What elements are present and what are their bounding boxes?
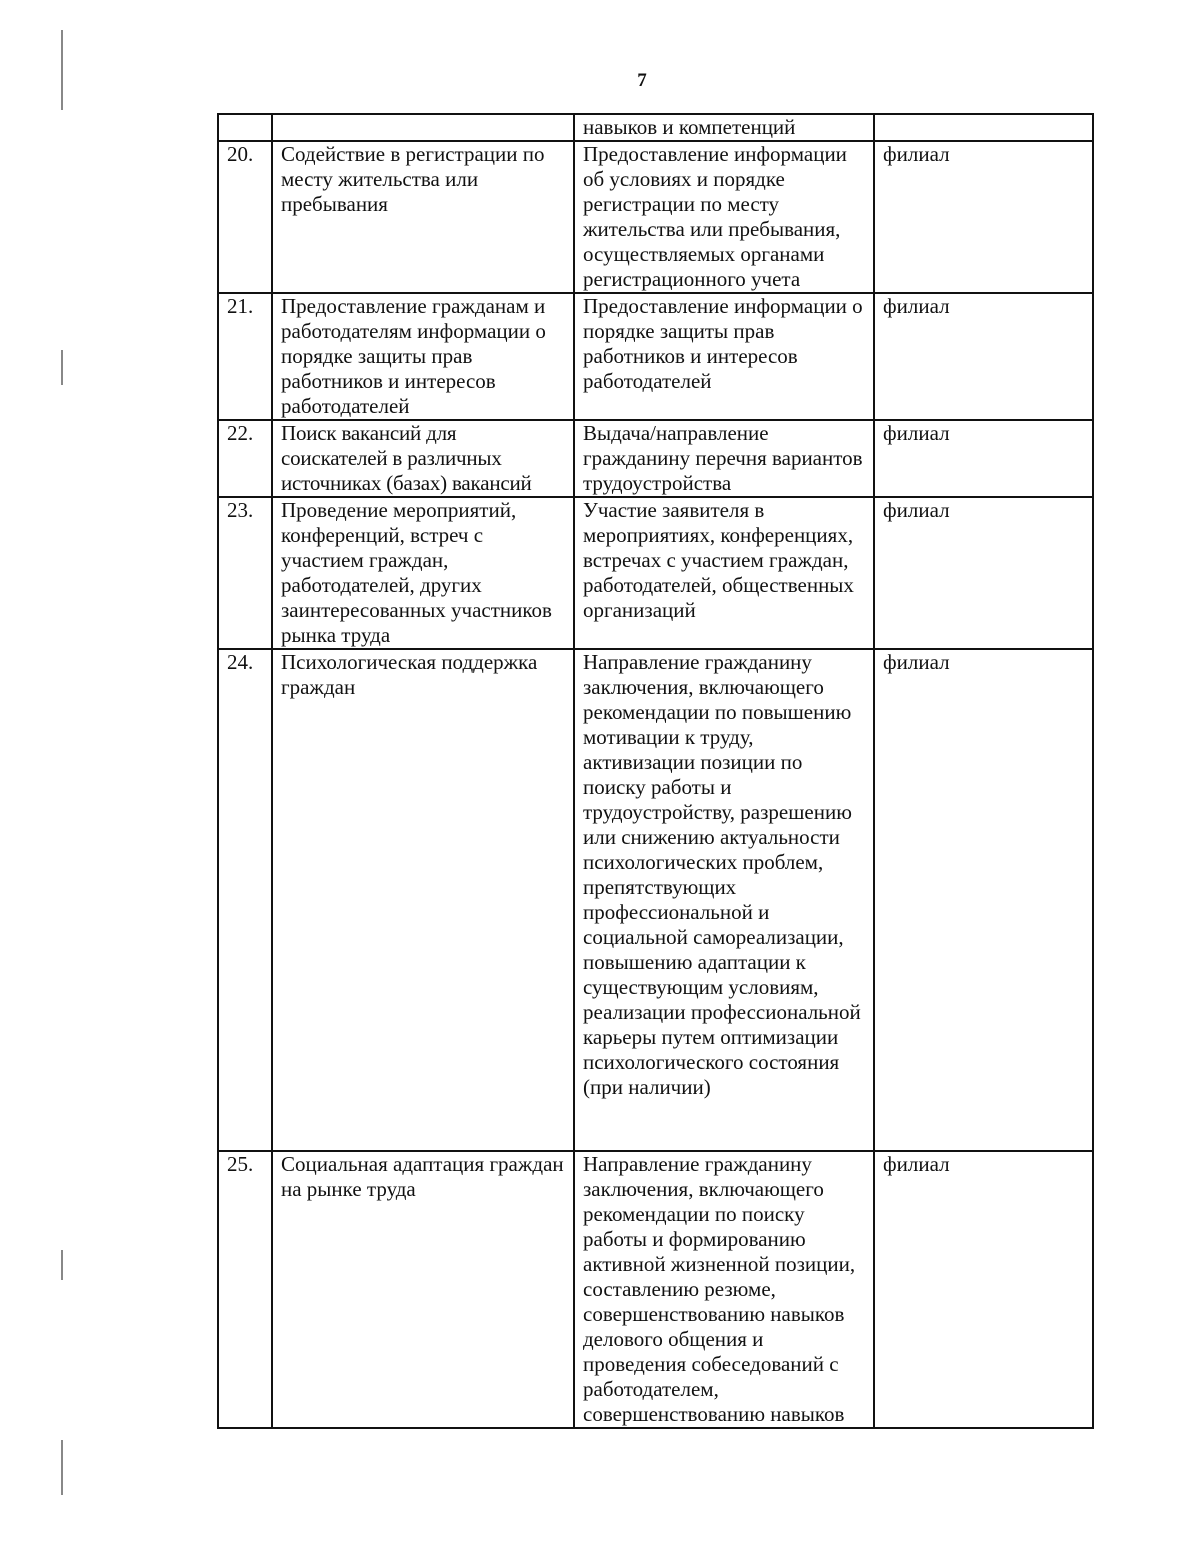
service-result: Выдача/направление гражданину перечня вариантов трудоустройства: [574, 420, 874, 497]
service-name: Психологическая поддержка граждан: [272, 649, 574, 1151]
page-number: 7: [637, 70, 647, 91]
row-number: 24.: [218, 649, 272, 1151]
service-place: филиал: [874, 420, 1093, 497]
table-row: [218, 141, 1093, 293]
row-number: 20.: [218, 141, 272, 293]
service-result: навыков и компетенций: [574, 114, 874, 141]
service-result: Участие заявителя в мероприятиях, конференциях, встречах с участием граждан, работодателей, общественных организаций: [574, 497, 874, 649]
service-result: Направление гражданину заключения, включающего рекомендации по поиску работы и формированию активной жизненной позиции, составлению резюме, совершенствованию навыков делового общения и проведения собеседований с работодателем, совершенствованию навыков: [574, 1151, 874, 1428]
scan-edge-mark: [61, 30, 63, 110]
services-table: [217, 113, 1094, 1429]
service-name: Содействие в регистрации по месту жительства или пребывания: [272, 141, 574, 293]
table-row: [218, 497, 1093, 649]
service-place: филиал: [874, 141, 1093, 293]
service-place: филиал: [874, 293, 1093, 420]
row-number: [218, 114, 272, 141]
scan-edge-mark: [61, 350, 63, 385]
service-name: Проведение мероприятий, конференций, встреч с участием граждан, работодателей, других заинтересованных участников рынка труда: [272, 497, 574, 649]
service-place: [874, 114, 1093, 141]
service-result: Предоставление информации об условиях и порядке регистрации по месту жительства или пребывания, осуществляемых органами регистрационного учета: [574, 141, 874, 293]
scan-edge-mark: [61, 1440, 63, 1495]
table-row: [218, 649, 1093, 1151]
row-number: 22.: [218, 420, 272, 497]
service-place: филиал: [874, 497, 1093, 649]
table-row: [218, 293, 1093, 420]
row-number: 25.: [218, 1151, 272, 1428]
row-number: 21.: [218, 293, 272, 420]
service-name: Поиск вакансий для соискателей в различных источниках (базах) вакансий: [272, 420, 574, 497]
service-name: Предоставление гражданам и работодателям информации о порядке защиты прав работников и интересов работодателей: [272, 293, 574, 420]
service-place: филиал: [874, 1151, 1093, 1428]
service-result: Направление гражданину заключения, включающего рекомендации по повышению мотивации к труду, активизации позиции по поиску работы и трудоустройству, разрешению или снижению актуальности психологических проблем, препятствующих профессиональной и социальной самореализации, повышению адаптации к существующим условиям, реализации профессиональной карьеры путем оптимизации психологического состояния (при наличии): [574, 649, 874, 1151]
service-place: филиал: [874, 649, 1093, 1151]
row-number: 23.: [218, 497, 272, 649]
service-name: [272, 114, 574, 141]
table-row: [218, 1151, 1093, 1428]
service-name: Социальная адаптация граждан на рынке труда: [272, 1151, 574, 1428]
scan-edge-mark: [61, 1250, 63, 1280]
service-result: Предоставление информации о порядке защиты прав работников и интересов работодателей: [574, 293, 874, 420]
table-row: [218, 420, 1093, 497]
table-row: [218, 114, 1093, 141]
